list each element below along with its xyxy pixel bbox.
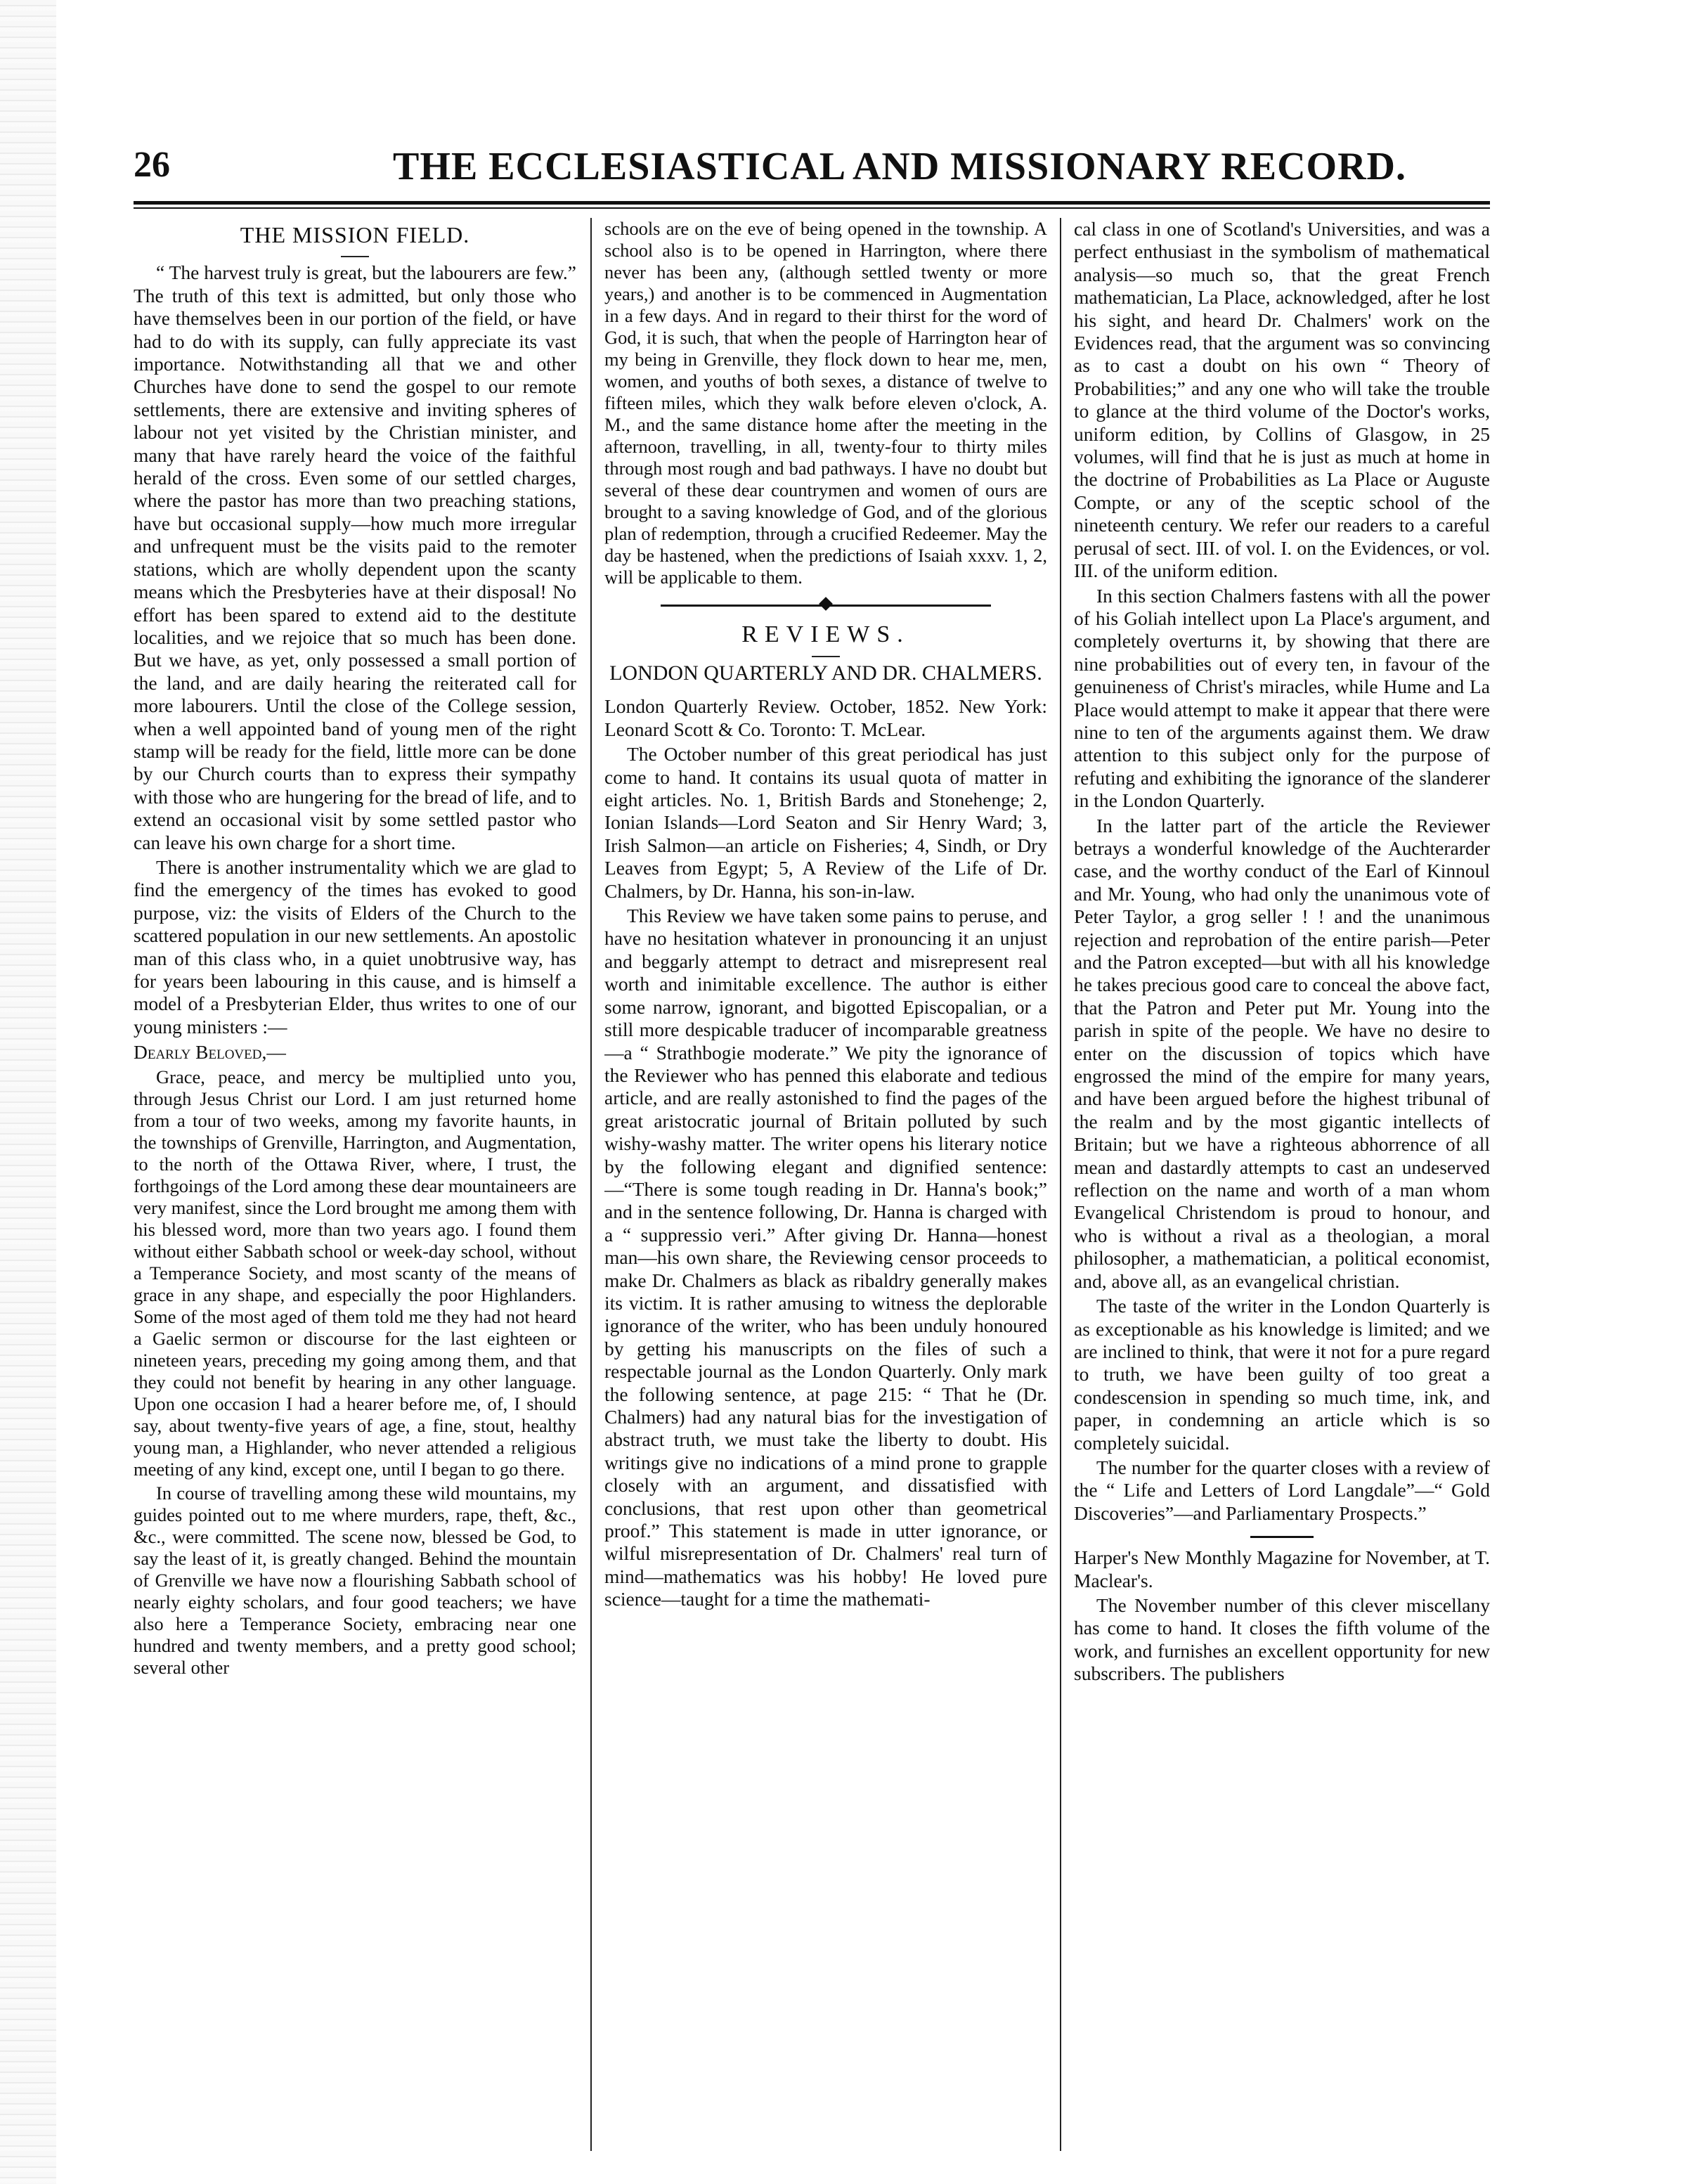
column-divider-1 <box>590 218 592 2151</box>
column-2 <box>604 218 1047 2158</box>
section-heading-reviews: REVIEWS. <box>741 621 910 647</box>
header-rule-thick <box>134 201 1490 205</box>
column-1 <box>134 218 576 2158</box>
header-rule-thin <box>134 207 1490 209</box>
paragraph: “ The harvest truly is great, but the labourers are few.” The truth of this text is admitted, but only those who have themselves been in our portion of the field, or have had to do with its supply, can fully appreciate its vast importance. Notwithstanding all that we and other Churches have done to send the gospel to our remote settlements, there are extensive and inviting spheres of labour not yet visited by the Christian minister, and many that have rarely heard the voice of the faithful herald of the cross. Even some of our settled charges, where the pastor has more than two preaching stations, have but occasional supply—how much more irregular and unfrequent must be the visits paid to the remoter stations, which are wholly dependent upon the scanty means which the Presbyteries have at their disposal! No effort has been spared to extend aid to the destitute localities, and we rejoice that so much has been done. But we have, as yet, only possessed a small portion of the land, and are daily hearing the reiterated call for more labourers. Until the close of the College session, when a well appointed band of young men of the right stamp will be ready for the field, little more can be done by our Church courts than to express their sympathy with those who are hungering for the bread of life, and to extend an occasional visit by some settled pastor who can leave his own charge for a short time. <box>134 261 576 853</box>
letter-paragraph: Grace, peace, and mercy be multiplied unto you, through Jesus Christ our Lord. I am just returned home from a tour of two weeks, among my favorite haunts, in the townships of Grenville, Harrington, and Augmentation, to the north of the Ottawa River, where, I trust, the forthgoings of the Lord among these dear mountaineers are very manifest, since the Lord brought me among them with his blessed word, more than two years ago. I found them without either Sabbath school or week-day school, without a Temperance Society, and most scanty of the means of grace in any shape, and especially the poor Highlanders. Some of the most aged of them told me they had not heard a Gaelic sermon or discourse for the last eighteen or nineteen years, preceding my going among them, and that they could not benefit by hearing in any other language. Upon one occasion I had a hearer before me, of, I should say, about twenty-five years of age, a fine, stout, healthy young man, a Highlander, who never attended a religious meeting of any kind, except one, until I began to go there. <box>134 1066 576 1480</box>
letter-paragraph: In course of travelling among these wild mountains, my guides pointed out to me where murders, rape, theft, &c., &c., were committed. The scene now, blessed be God, to say the least of it, is greatly changed. Behind the mountain of Grenville we have now a flourishing Sabbath school of nearly eighty scholars, and four good teachers; we have also here a Temperance Society, embracing near one hundred and twenty members, and a pretty good school; several other <box>134 1482 576 1678</box>
paragraph: The taste of the writer in the London Quarterly is as exceptionable as his knowledge is limited; and we are inclined to think, that were it not for a pure regard to truth, we have been guilty of too great a condescension in spending so much time, ink, and paper, in condemning an article which is so completely suicidal. <box>1074 1295 1490 1454</box>
heading-dash <box>604 646 1047 657</box>
review-title: LONDON QUARTERLY AND DR. CHALMERS. <box>609 661 1042 685</box>
page-number: 26 <box>134 145 170 185</box>
section-ornament-rule <box>604 595 1047 616</box>
scan-binding-edge <box>0 0 56 2184</box>
column-3 <box>1074 218 1490 2158</box>
review-citation: Harper's New Monthly Magazine for November, at T. Maclear's. <box>1074 1546 1490 1591</box>
paragraph: This Review we have taken some pains to peruse, and have no hesitation whatever in pronouncing it an unjust and beggarly attempt to detract and misrepresent real worth and inimitable excellence. The author is either some narrow, ignorant, and bigotted Episcopalian, or a still more despicable traducer of incomparable greatness—a “ Strathbogie moderate.” We pity the ignorance of the Reviewer who has penned this elaborate and tedious article, and are really astonished to find the pages of the great aristocratic journal of Britain polluted by such wishy-washy matter. The writer opens his literary notice by the following elegant and dignified sentence:—“There is some tough reading in Dr. Hanna's book;” and in the sentence following, Dr. Hanna is charged with a “ suppressio veri.” After giving Dr. Hanna—honest man—his own share, the Reviewing censor proceeds to make Dr. Chalmers as black as ribaldry generally makes its victim. It is rather amusing to witness the deplorable ignorance of the writer, who has been unduly honoured by getting his manuscripts on the files of such a respectable journal as the London Quarterly. Only mark the following sentence, at page 215: “ That he (Dr. Chalmers) had any natural bias for the investigation of abstract truth, we must take the liberty to doubt. His writings give no indications of a mind prone to grapple closely with an argument, and dissatisfied with conclusions, that rest upon other than geometrical proof.” This statement is made in utter ignorance, or wilful misrepresentation of Dr. Chalmers' real turn of mind—mathematics was his hobby! He loved pure science—taught for a time the mathemati- <box>604 905 1047 1610</box>
letter-continuation: schools are on the eve of being opened in the township. A school also is to be opened in Harrington, where there never has been any, (although settled twenty or more years,) and another is to be commenced in Augmentation in a few days. And in regard to their thirst for the word of God, it is such, that when the people of Harrington hear of my being in Grenville, they flock down to hear me, men, women, and youths of both sexes, a distance of twelve to fifteen miles, which they walk before eleven o'clock, A. M., and the same distance home after the meeting in the afternoon, travelling, in all, twenty-four to thirty miles through most rough and bad pathways. I have no doubt but several of these dear countrymen and women of ours are brought to a saving knowledge of God, and of the glorious plan of redemption, through a crucified Redeemer. May the day be hastened, when the predictions of Isaiah xxxv. 1, 2, will be applicable to them. <box>604 218 1047 588</box>
paragraph: The number for the quarter closes with a review of the “ Life and Letters of Lord Langdale”—“ Gold Discoveries”—and Parliamentary Prospects.” <box>1074 1456 1490 1524</box>
paragraph-continuation: cal class in one of Scotland's Universities, and was a perfect enthusiast in the symbolism of mathematical analysis—so much so, that the great French mathematician, La Place, acknowledged, after he lost his sight, and heard Dr. Chalmers' work on the Evidences read, that the argument was so convincing as to cast a doubt on his own “ Theory of Probabilities;” and any one who will take the trouble to glance at the third volume of the Doctor's works, uniform edition, by Collins of Glasgow, in 25 volumes, will find that he is just as much at home in the doctrine of Probabilities as La Place or Auguste Compte, or any of the sceptic school of the nineteenth century. We refer our readers to a careful perusal of sect. III. of vol. I. on the Evidences, or vol. III. of the uniform edition. <box>1074 218 1490 582</box>
paragraph: The November number of this clever miscellany has come to hand. It closes the fifth volume of the work, and furnishes an excellent opportunity for new subscribers. The publishers <box>1074 1594 1490 1685</box>
paragraph: In the latter part of the article the Reviewer betrays a wonderful knowledge of the Auchterarder case, and the worthy conduct of the Earl of Kinnoul and Mr. Young, who had only the unanimous vote of Peter Taylor, a grog seller ! ! and the unanimous rejection and reprobation of the entire parish—Peter and the Patron excepted—but with all his knowledge he takes precious good care to conceal the above fact, that the Patron and Peter put Mr. Young into the parish in spite of the people. We have no desire to enter on the discussion of topics which have engrossed the mind of the empire for many years, and have been argued before the highest tribunal of the realm and by the most gigantic intellects of Britain; but we have a righteous abhorrence of all mean and dastardly attempts to cast an undeserved reflection on the name and worth of a man whom Evangelical Christendom is proud to honour, and who is without a rival as a theologian, a moral philosopher, a mathematician, a political economist, and, above all, as an evangelical christian. <box>1074 814 1490 1292</box>
paragraph: In this section Chalmers fastens with all the power of his Goliah intellect upon La Place's argument, and completely overturns it, by showing that there are nine probabilities out of every ten, in favour of the genuineness of Christ's miracles, while Hume and La Place would attempt to make it appear that there were nine to ten of the arguments against them. We draw attention to this subject only for the purpose of refuting and exhibiting the ignorance of the slanderer in the London Quarterly. <box>1074 584 1490 812</box>
column-divider-2 <box>1060 218 1061 2151</box>
section-heading-mission-field: THE MISSION FIELD. <box>240 222 470 247</box>
short-separator-rule <box>1250 1536 1314 1538</box>
review-citation: London Quarterly Review. October, 1852. New York: Leonard Scott & Co. Toronto: T. McLear. <box>604 695 1047 740</box>
letter-salutation: Dearly Beloved,— <box>134 1041 286 1064</box>
running-title: THE ECCLESIASTICAL AND MISSIONARY RECORD. <box>393 145 1406 188</box>
paragraph: There is another instrumentality which we are glad to find the emergency of the times has evoked to good purpose, viz: the visits of Elders of the Church to the scattered population in our new settlements. An apostolic man of this class who, in a quiet unobtrusive way, has for years been labouring in this cause, and is himself a model of a Presbyterian Elder, thus writes to one of our young ministers :— <box>134 855 576 1038</box>
heading-dash <box>134 246 576 257</box>
paragraph: The October number of this great periodical has just come to hand. It contains its usual quota of matter in eight articles. No. 1, British Bards and Stonehenge; 2, Ionian Islands—Lord Seaton and Sir Henry Ward; 3, Irish Salmon—an article on Fisheries; 4, Sindh, or Dry Leaves from Egypt; 5, A Review of the Life of Dr. Chalmers, by Dr. Hanna, his son-in-law. <box>604 743 1047 902</box>
page-header <box>134 144 1490 193</box>
